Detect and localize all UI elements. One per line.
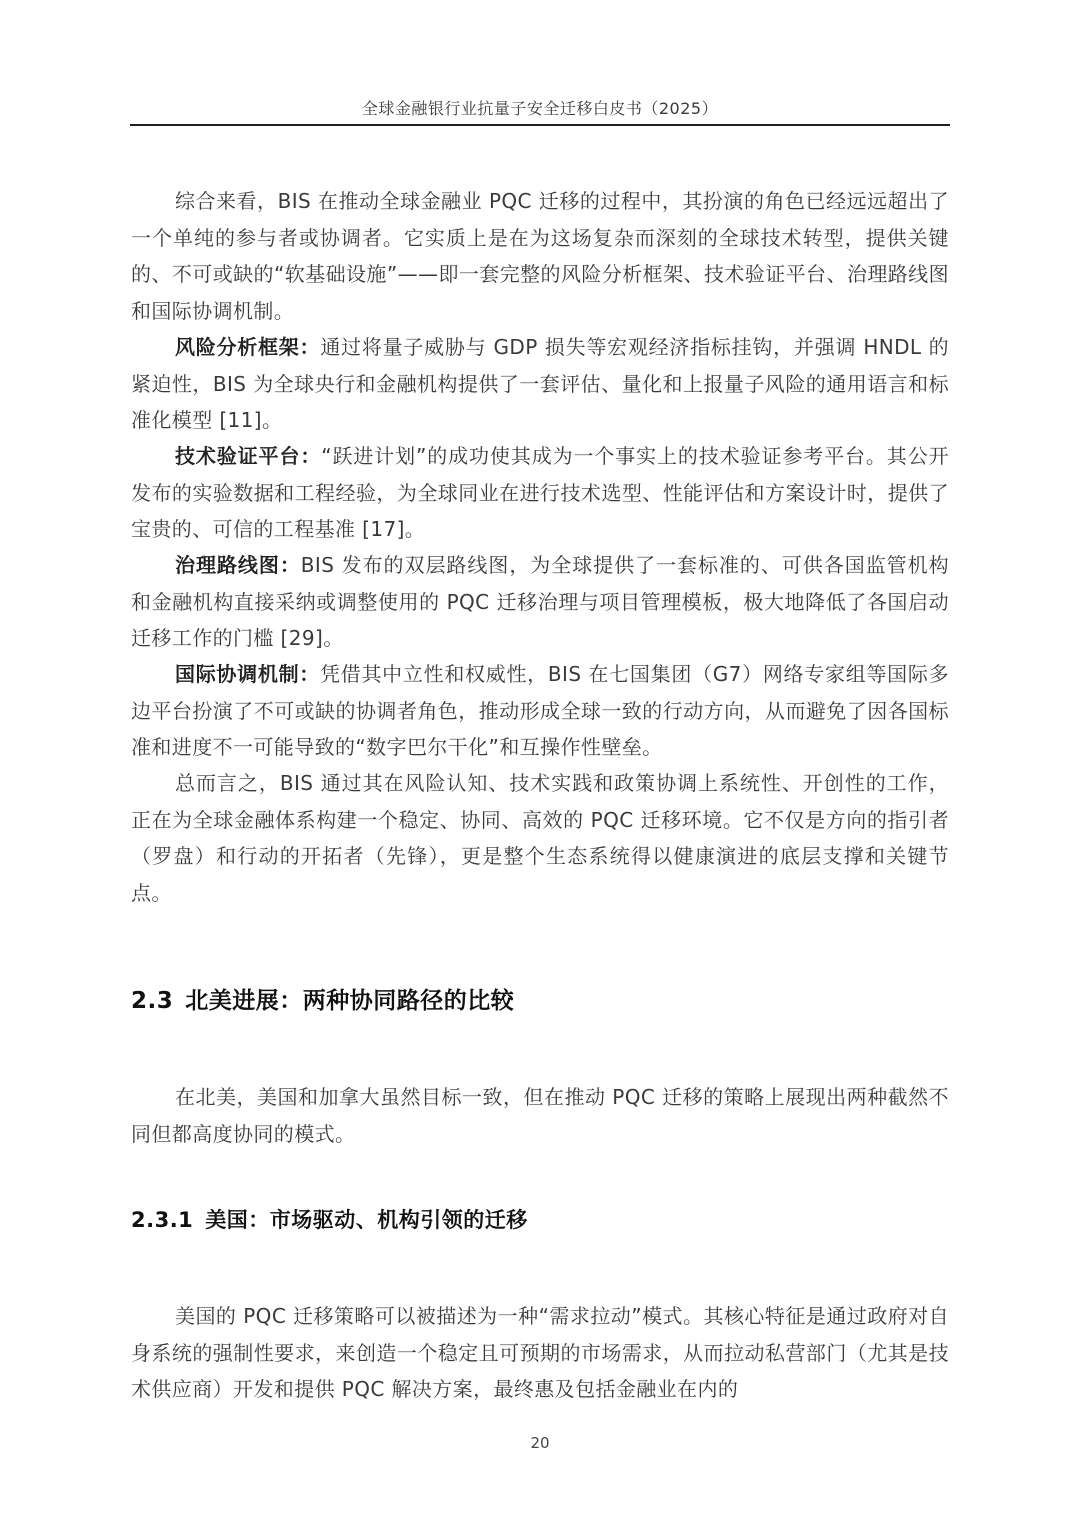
section-title: 北美进展：两种协同路径的比较 — [185, 988, 515, 1014]
conclusion-paragraph: 总而言之，BIS 通过其在风险认知、技术实践和政策协调上系统性、开创性的工作，正在为全球金融体系构建一个稳定、协同、高效的 PQC 迁移环境。它不仅是方向的指引者（罗盘）和行动的开拓者（先锋），更是整个生态系统得以健康演进的底层支撑和关键节点。 — [131, 771, 949, 905]
international-coordination-label: 国际协调机制： — [175, 662, 321, 686]
governance-roadmap-label: 治理路线图： — [175, 553, 301, 577]
summary-paragraph: 综合来看，BIS 在推动全球金融业 PQC 迁移的过程中，其扮演的角色已经远远超出了一个单纯的参与者或协调者。它实质上是在为这场复杂而深刻的全球技术转型，提供关键的、不可或缺的“软基础设施”——即一套完整的风险分析框架、技术验证平台、治理路线图和国际协调机制。 — [131, 189, 949, 323]
header-divider — [130, 124, 950, 126]
north-america-intro-paragraph: 在北美，美国和加拿大虽然目标一致，但在推动 PQC 迁移的策略上展现出两种截然不同但都高度协同的模式。 — [131, 1085, 949, 1146]
section-heading-2-3-1 — [131, 1204, 528, 1234]
subsection-number: 2.3.1 — [131, 1208, 194, 1232]
risk-framework-label: 风险分析框架： — [175, 335, 321, 359]
page-number: 20 — [530, 1434, 550, 1452]
tech-validation-paragraph — [131, 438, 949, 548]
subsection-title: 美国：市场驱动、机构引领的迁移 — [205, 1208, 528, 1232]
international-coordination-paragraph — [131, 656, 949, 766]
us-strategy-paragraph: 美国的 PQC 迁移策略可以被描述为一种“需求拉动”模式。其核心特征是通过政府对自身系统的强制性要求，来创造一个稳定且可预期的市场需求，从而拉动私营部门（尤其是技术供应商）开发和提供 PQC 解决方案，最终惠及包括金融业在内的 — [131, 1304, 949, 1401]
section-heading-2-3 — [131, 982, 514, 1015]
governance-roadmap-text: BIS 发布的双层路线图，为全球提供了一套标准的、可供各国监管机构和金融机构直接采纳或调整使用的 PQC 迁移治理与项目管理模板，极大地降低了各国启动迁移工作的门槛 [29]。 — [131, 553, 949, 650]
governance-roadmap-paragraph — [131, 547, 949, 657]
international-coordination-text: 凭借其中立性和权威性，BIS 在七国集团（G7）网络专家组等国际多边平台扮演了不可或缺的协调者角色，推动形成全球一致的行动方向，从而避免了因各国标准和进度不一可能导致的“数字巴尔干化”和互操作性壁垒。 — [131, 662, 949, 759]
running-header-title: 全球金融银行业抗量子安全迁移白皮书（2025） — [361, 99, 719, 118]
section-number: 2.3 — [131, 988, 174, 1014]
risk-framework-paragraph — [131, 329, 949, 439]
tech-validation-label: 技术验证平台： — [175, 444, 322, 468]
tech-validation-text: “跃进计划”的成功使其成为一个事实上的技术验证参考平台。其公开发布的实验数据和工程经验，为全球同业在进行技术选型、性能评估和方案设计时，提供了宝贵的、可信的工程基准 [17]。 — [131, 444, 949, 541]
risk-framework-text: 通过将量子威胁与 GDP 损失等宏观经济指标挂钩，并强调 HNDL 的紧迫性，BIS 为全球央行和金融机构提供了一套评估、量化和上报量子风险的通用语言和标准化模型 [11]。 — [131, 335, 949, 432]
